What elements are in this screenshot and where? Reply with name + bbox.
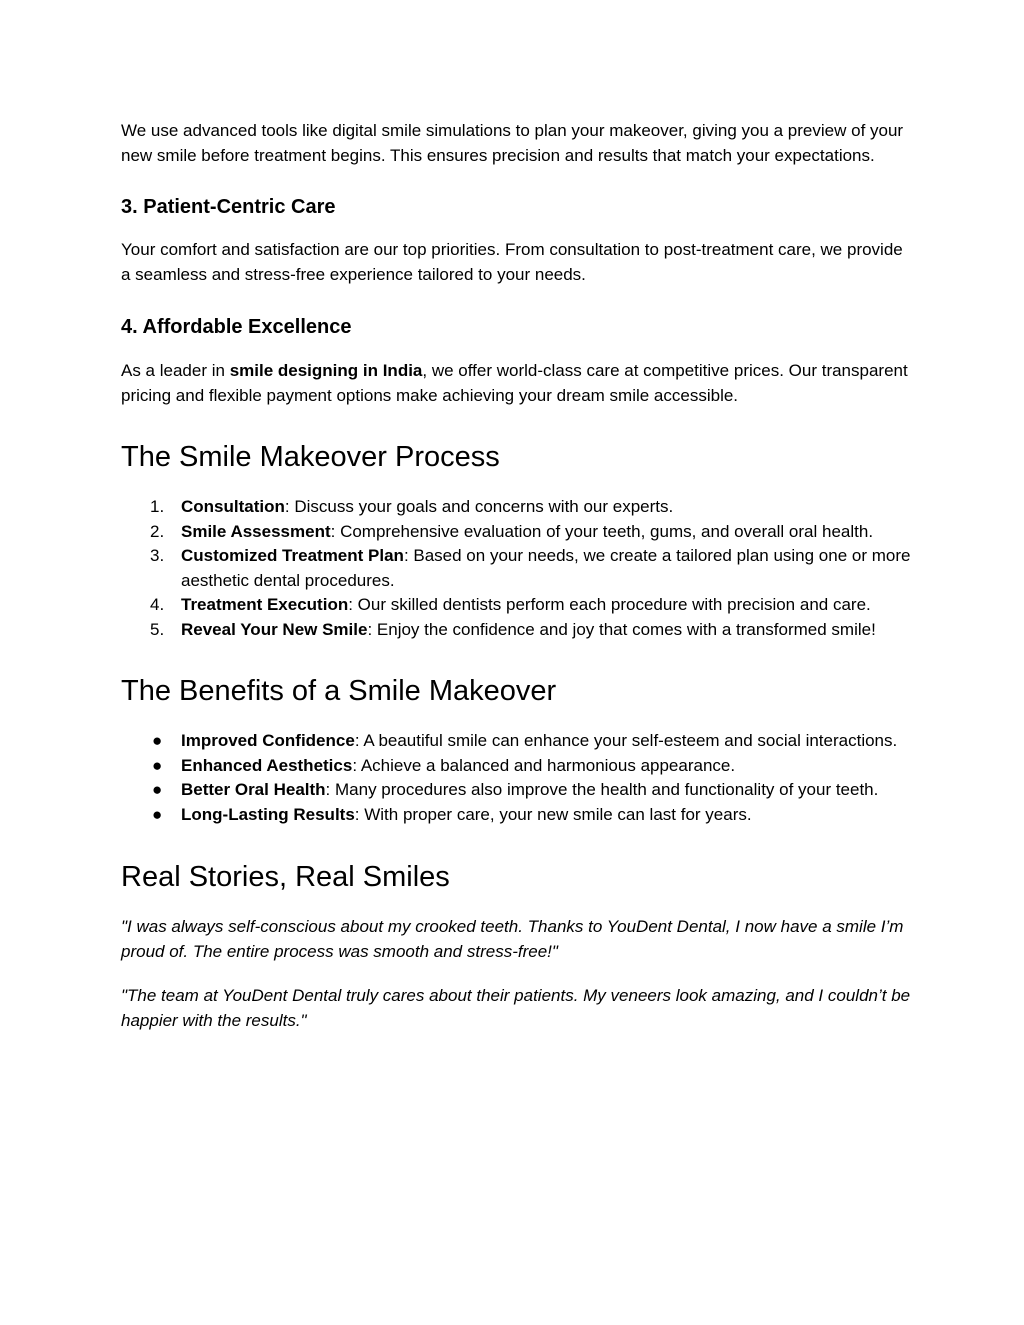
heading-benefits: The Benefits of a Smile Makeover: [121, 675, 557, 707]
list-item-desc: : A beautiful smile can enhance your self-esteem and social interactions.: [354, 731, 898, 750]
patient-centric-care-paragraph: Your comfort and satisfaction are our top priorities. From consultation to post-treatment care, we provide a seamless and stress-free experience tailored to your needs.: [121, 240, 903, 284]
list-item: [121, 520, 911, 545]
list-item-term: Enhanced Aesthetics: [181, 755, 353, 775]
process-steps-list: [121, 495, 911, 642]
list-item-term: Reveal Your New Smile: [181, 619, 368, 639]
testimonial-quote: "I was always self-conscious about my crooked teeth. Thanks to YouDent Dental, I now have a smile I’m proud of. The entire process was smooth and stress-free!": [121, 917, 904, 961]
benefits-list: [121, 729, 911, 827]
list-item-term: Treatment Execution: [181, 595, 349, 614]
list-item-term: Customized Treatment Plan: [181, 546, 404, 565]
bullet-icon: ●: [152, 780, 163, 799]
heading-real-stories: Real Stories, Real Smiles: [121, 861, 450, 893]
list-item-desc: : Many procedures also improve the health and functionality of your teeth.: [325, 780, 879, 799]
list-marker: 1.: [150, 497, 165, 516]
list-item-term: Consultation: [181, 497, 285, 516]
list-item-desc: : Enjoy the confidence and joy that comes with a transformed smile!: [367, 619, 876, 639]
list-item-term: Better Oral Health: [181, 780, 326, 799]
affordable-text-before: As a leader in: [121, 361, 230, 380]
intro-paragraph: We use advanced tools like digital smile simulations to plan your makeover, giving you a preview of your new smile before treatment begins. This ensures precision and results that match your expectations.: [121, 121, 904, 165]
list-marker: 3.: [150, 546, 165, 565]
list-item: [121, 593, 911, 618]
list-marker: 2.: [150, 521, 165, 541]
list-item: [121, 778, 911, 803]
testimonial-quote: "The team at YouDent Dental truly cares about their patients. My veneers look amazing, and I couldn’t be happier with the results.": [121, 986, 911, 1030]
list-item-term: Smile Assessment: [181, 521, 331, 541]
list-item-term: Long-Lasting Results: [181, 804, 355, 824]
affordable-excellence-paragraph: [121, 359, 911, 408]
list-item-desc: : With proper care, your new smile can last for years.: [354, 804, 752, 824]
list-item-desc: : Based on your needs, we create a tailored plan using one or more aesthetic dental procedures.: [181, 546, 911, 590]
list-item: [121, 754, 911, 779]
list-item: [121, 803, 911, 828]
list-marker: 4.: [150, 595, 165, 614]
list-item-desc: : Discuss your goals and concerns with our experts.: [284, 497, 674, 516]
list-marker: 5.: [150, 619, 165, 639]
affordable-text-after: , we offer world-class care at competitive prices. Our transparent pricing and flexible payment options make achieving your dream smile accessible.: [121, 361, 908, 405]
heading-patient-centric-care: 3. Patient-Centric Care: [121, 196, 336, 218]
heading-smile-makeover-process: The Smile Makeover Process: [121, 441, 500, 473]
list-item: [121, 495, 911, 520]
list-item: [121, 729, 911, 754]
bullet-icon: ●: [152, 755, 163, 775]
heading-affordable-excellence: 4. Affordable Excellence: [121, 316, 352, 338]
list-item-desc: : Comprehensive evaluation of your teeth, gums, and overall oral health.: [330, 521, 874, 541]
list-item: [121, 544, 911, 593]
list-item-term: Improved Confidence: [181, 731, 355, 750]
list-item-desc: : Achieve a balanced and harmonious appearance.: [352, 755, 736, 775]
document-page: [121, 119, 911, 1033]
bullet-icon: ●: [152, 731, 163, 750]
affordable-text-bold: smile designing in India: [229, 361, 423, 380]
list-item-desc: : Our skilled dentists perform each procedure with precision and care.: [348, 595, 871, 614]
list-item: [121, 618, 911, 643]
bullet-icon: ●: [152, 804, 163, 824]
